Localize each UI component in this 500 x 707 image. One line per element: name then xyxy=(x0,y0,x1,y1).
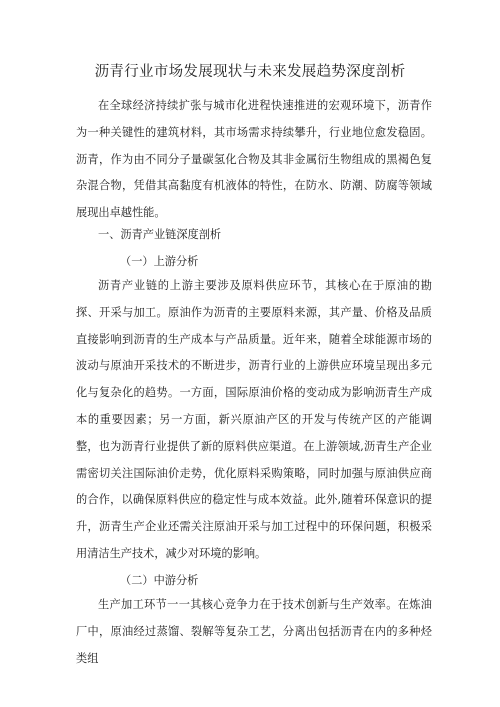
document-title: 沥青行业市场发展现状与未来发展趋势深度剖析 xyxy=(94,64,406,80)
midstream-paragraph: 生产加工环节一一其核心竞争力在于技术创新与生产效率。在炼油厂中，原油经过蒸馏、裂解等复杂工艺，分离出包括沥青在内的多种烃类组 xyxy=(76,598,432,665)
subsection-heading-midstream: （二）中游分析 xyxy=(120,574,199,587)
subsection-heading-upstream: （一）上游分析 xyxy=(120,255,199,268)
section-heading-industry-chain: 一、沥青产业链深度剖析 xyxy=(98,228,222,241)
upstream-paragraph: 沥青产业链的上游主要涉及原料供应环节，其核心在于原油的勘探、开采与加工。原油作为沥青的主要原料来源，其产量、价格及品质直接影响到沥青的生产成本与产品质量。近年来，随着全球能源市场的波动与原油开采技术的不断进步，沥青行业的上游供应环境呈现出多元化与复杂化的趋势。一方面，国际原油价格的变动成为影响沥青生产成本的重要因素；另一方面，新兴原油产区的开发与传统产区的产能调整，也为沥青行业提供了新的原料供应渠道。在上游领域,沥青生产企业需密切关注国际油价走势，优化原料采购策略，同时加强与原油供应商的合作，以确保原料供应的稳定性与成本效益。此外,随着环保意识的提升，沥青生产企业还需关注原油开采与加工过程中的环保问题，积极采用清洁生产技术，减少对环境的影响。 xyxy=(76,279,432,560)
intro-paragraph: 在全球经济持续扩张与城市化进程快速推进的宏观环境下，沥青作为一种关键性的建筑材料，其市场需求持续攀升，行业地位愈发稳固。沥青，作为由不同分子量碳氢化合物及其非金属衍生物组成的黑褐色复杂混合物，凭借其高黏度有机液体的特性，在防水、防潮、防腐等领域展现出卓越性能。 xyxy=(76,99,432,220)
